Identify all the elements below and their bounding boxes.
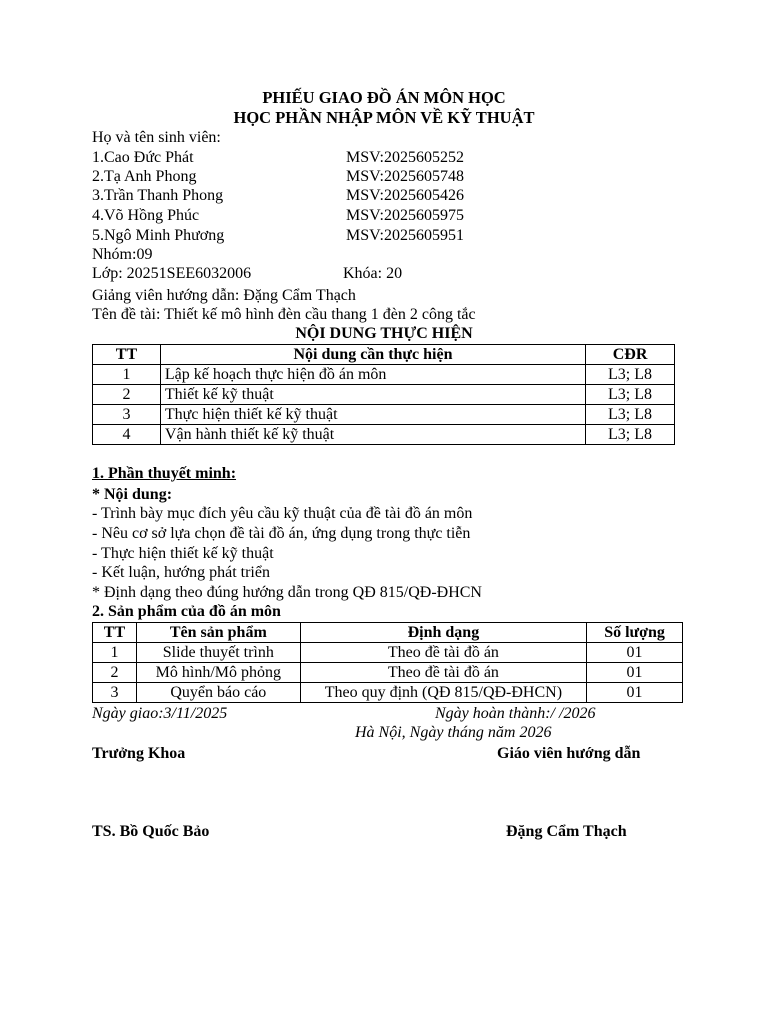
student-name: 4.Võ Hồng Phúc <box>92 207 200 224</box>
instructor-line: Giảng viên hướng dẫn: Đặng Cẩm Thạch <box>92 287 356 304</box>
date-assigned: Ngày giao:3/11/2025 <box>92 705 228 722</box>
table-cell: L3; L8 <box>586 425 675 445</box>
list-item: - Kết luận, hướng phát triển <box>92 564 270 581</box>
table-row <box>93 683 683 703</box>
table-cell: 3 <box>93 683 137 703</box>
table-cell: 1 <box>93 643 137 663</box>
group-number: Nhóm:09 <box>92 246 153 263</box>
students-heading: Họ và tên sinh viên: <box>92 129 221 146</box>
column-header: CĐR <box>586 345 675 365</box>
table-cell: Mô hình/Mô phỏng <box>136 663 300 683</box>
table-cell: Thực hiện thiết kế kỹ thuật <box>160 405 585 425</box>
table-row <box>93 643 683 663</box>
student-name: 2.Tạ Anh Phong <box>92 168 197 185</box>
section1-heading: 1. Phần thuyết minh: <box>92 465 237 482</box>
place-date: Hà Nội, Ngày tháng năm 2026 <box>355 724 552 741</box>
table-cell: L3; L8 <box>586 385 675 405</box>
table-cell: 4 <box>93 425 161 445</box>
student-msv: MSV:2025605748 <box>346 168 464 185</box>
table-cell: 2 <box>93 385 161 405</box>
dean-title: Trưởng Khoa <box>92 745 186 762</box>
table-cell: Lập kế hoạch thực hiện đồ án môn <box>160 365 585 385</box>
table-cell: 1 <box>93 365 161 385</box>
tasks-heading: NỘI DUNG THỰC HIỆN <box>295 325 473 342</box>
section1-subheading: * Nội dung: <box>92 486 173 503</box>
table-header-row <box>93 623 683 643</box>
products-table <box>92 622 683 703</box>
student-name: 3.Trần Thanh Phong <box>92 187 224 204</box>
table-cell: L3; L8 <box>586 405 675 425</box>
table-header-row <box>93 345 675 365</box>
column-header: Số lượng <box>587 623 683 643</box>
column-header: Tên sản phẩm <box>136 623 300 643</box>
list-item: - Nêu cơ sở lựa chọn đề tài đồ án, ứng dụng trong thực tiễn <box>92 525 471 542</box>
document-title: PHIẾU GIAO ĐỒ ÁN MÔN HỌC <box>262 88 506 107</box>
table-cell: 01 <box>587 643 683 663</box>
date-completed: Ngày hoàn thành:/ /2026 <box>435 705 596 722</box>
table-cell: 01 <box>587 663 683 683</box>
student-msv: MSV:2025605975 <box>346 207 464 224</box>
table-cell: Theo đề tài đồ án <box>300 663 586 683</box>
class-code: Lớp: 20251SEE6032006 <box>92 265 252 282</box>
table-row <box>93 405 675 425</box>
table-cell: 3 <box>93 405 161 425</box>
table-row <box>93 663 683 683</box>
instructor-name: Đặng Cẩm Thạch <box>506 823 627 840</box>
table-row <box>93 425 675 445</box>
table-row <box>93 385 675 405</box>
column-header: Nội dung cần thực hiện <box>160 345 585 365</box>
table-cell: Vận hành thiết kế kỹ thuật <box>160 425 585 445</box>
list-item: * Định dạng theo đúng hướng dẫn trong QĐ 815/QĐ-ĐHCN <box>92 584 482 601</box>
list-item: - Thực hiện thiết kế kỹ thuật <box>92 545 274 562</box>
table-cell: 01 <box>587 683 683 703</box>
table-row <box>93 365 675 385</box>
dean-name: TS. Bồ Quốc Bảo <box>92 823 210 840</box>
table-cell: Theo quy định (QĐ 815/QĐ-ĐHCN) <box>300 683 586 703</box>
document-subtitle: HỌC PHẦN NHẬP MÔN VỀ KỸ THUẬT <box>233 108 535 127</box>
table-cell: Quyển báo cáo <box>136 683 300 703</box>
list-item: - Trình bày mục đích yêu cầu kỹ thuật của đề tài đồ án môn <box>92 505 473 522</box>
student-msv: MSV:2025605426 <box>346 187 464 204</box>
column-header: Định dạng <box>300 623 586 643</box>
instructor-title: Giáo viên hướng dẫn <box>497 745 641 762</box>
student-msv: MSV:2025605252 <box>346 149 464 166</box>
table-cell: Slide thuyết trình <box>136 643 300 663</box>
student-msv: MSV:2025605951 <box>346 227 464 244</box>
section2-heading: 2. Sản phẩm của đồ án môn <box>92 603 281 620</box>
table-cell: L3; L8 <box>586 365 675 385</box>
topic-line: Tên đề tài: Thiết kế mô hình đèn cầu thang 1 đèn 2 công tắc <box>92 306 476 323</box>
course-year: Khóa: 20 <box>343 265 403 282</box>
student-name: 1.Cao Đức Phát <box>92 149 194 166</box>
table-cell: Thiết kế kỹ thuật <box>160 385 585 405</box>
student-name: 5.Ngô Minh Phương <box>92 227 225 244</box>
column-header: TT <box>93 623 137 643</box>
column-header: TT <box>93 345 161 365</box>
table-cell: 2 <box>93 663 137 683</box>
tasks-table <box>92 344 675 445</box>
table-cell: Theo đề tài đồ án <box>300 643 586 663</box>
